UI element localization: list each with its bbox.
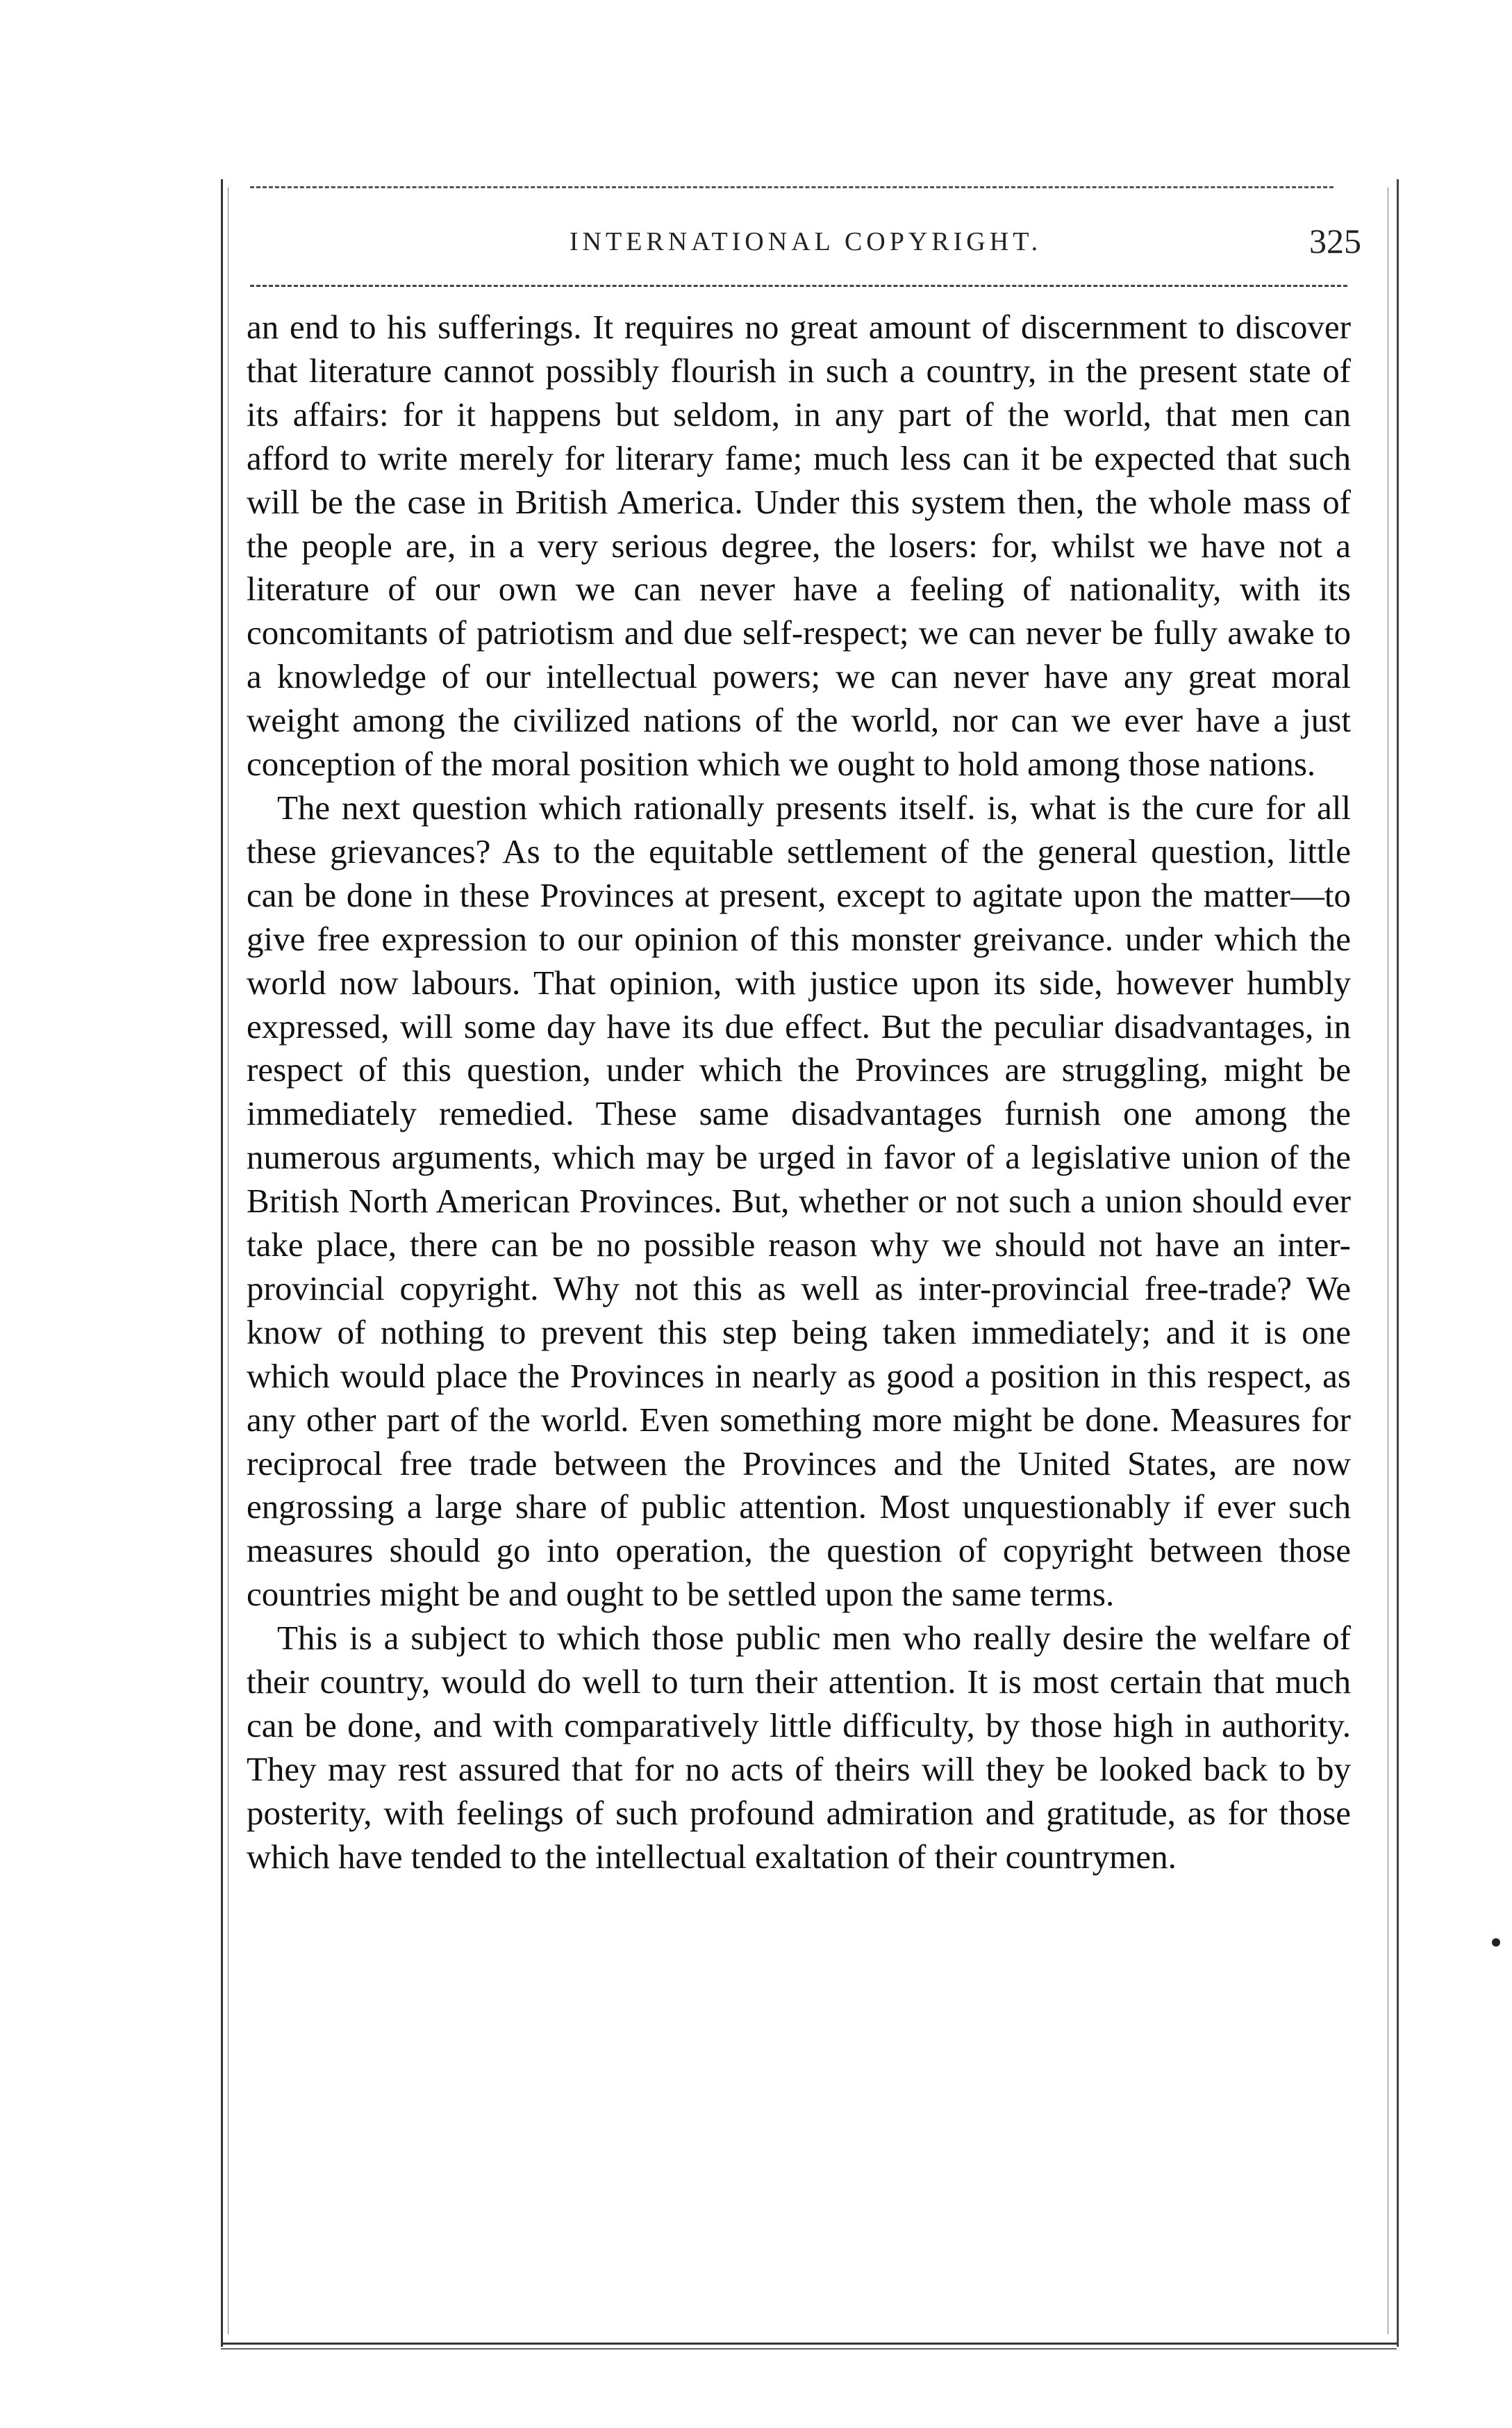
- running-title: INTERNATIONAL COPYRIGHT.: [569, 227, 1042, 256]
- top-rule: [250, 186, 1334, 188]
- bottom-rule-secondary: [221, 2348, 1397, 2349]
- paragraph-3: This is a subject to which those public men who really desire the welfare of their country, would do well to turn their attention. It is most certain that much can be done, and with comparatively little difficulty, by those high in authority. They may rest assured that for no acts of theirs will they be looked back to by posterity, with feelings of such profound admiration and gratitude, as for those which have tended to the intellectual exaltation of their countrymen.: [247, 1619, 1351, 1876]
- page-number: 325: [1309, 222, 1361, 261]
- page-border-inner-left: [228, 188, 229, 2334]
- paragraph-1: an end to his sufferings. It requires no great amount of discernment to discover that literature cannot possibly flourish in such a country, in the present state of its affairs: for it happens but seldom, in any part of the world, that men can afford to write merely for literary fame; much less can it be expected that such will be the case in British America. Under this system then, the whole mass of the people are, in a very serious degree, the losers: for, whilst we have not a literature of our own we can never have a feeling of nationality, with its concomitants of patriotism and due self-respect; we can never be fully awake to a knowledge of our intellectual powers; we can never have any great moral weight among the civilized nations of the world, nor can we ever have a just conception of the moral position which we ought to hold among those nations.: [247, 308, 1351, 784]
- ink-speck: [1492, 1938, 1500, 1947]
- paragraph-2: The next question which rationally presents itself. is, what is the cure for all these grievances? As to the equitable settlement of the general question, little can be done in these Provinces at present, except to agitate upon the matter—to give free expression to our opinion of this monster greivance. under which the world now labours. That opinion, with justice upon its side, however humbly expressed, will some day have its due effect. But the peculiar disadvantages, in respect of this question, under which the Provinces are struggling, might be immediately remedied. These same disadvantages furnish one among the numerous arguments, which may be urged in favor of a legislative union of the British North American Provinces. But, whether or not such a union should ever take place, there can be no possible reason why we should not have an inter-provincial copyright. Why not this as well as inter-provincial free-trade? We know of nothing to prevent this step being taken immediately; and it is one which would place the Provinces in nearly as good a position in this respect, as any other part of the world. Even something more might be done. Measures for reciprocal free trade between the Provinces and the United States, are now engrossing a large share of public attention. Most unquestionably if ever such measures should go into operation, the question of copyright between those countries might be and ought to be settled upon the same terms.: [247, 788, 1351, 1614]
- bottom-rule: [221, 2343, 1397, 2345]
- header-rule: [250, 285, 1347, 287]
- running-head: [250, 221, 1361, 270]
- body-text: [247, 306, 1351, 1879]
